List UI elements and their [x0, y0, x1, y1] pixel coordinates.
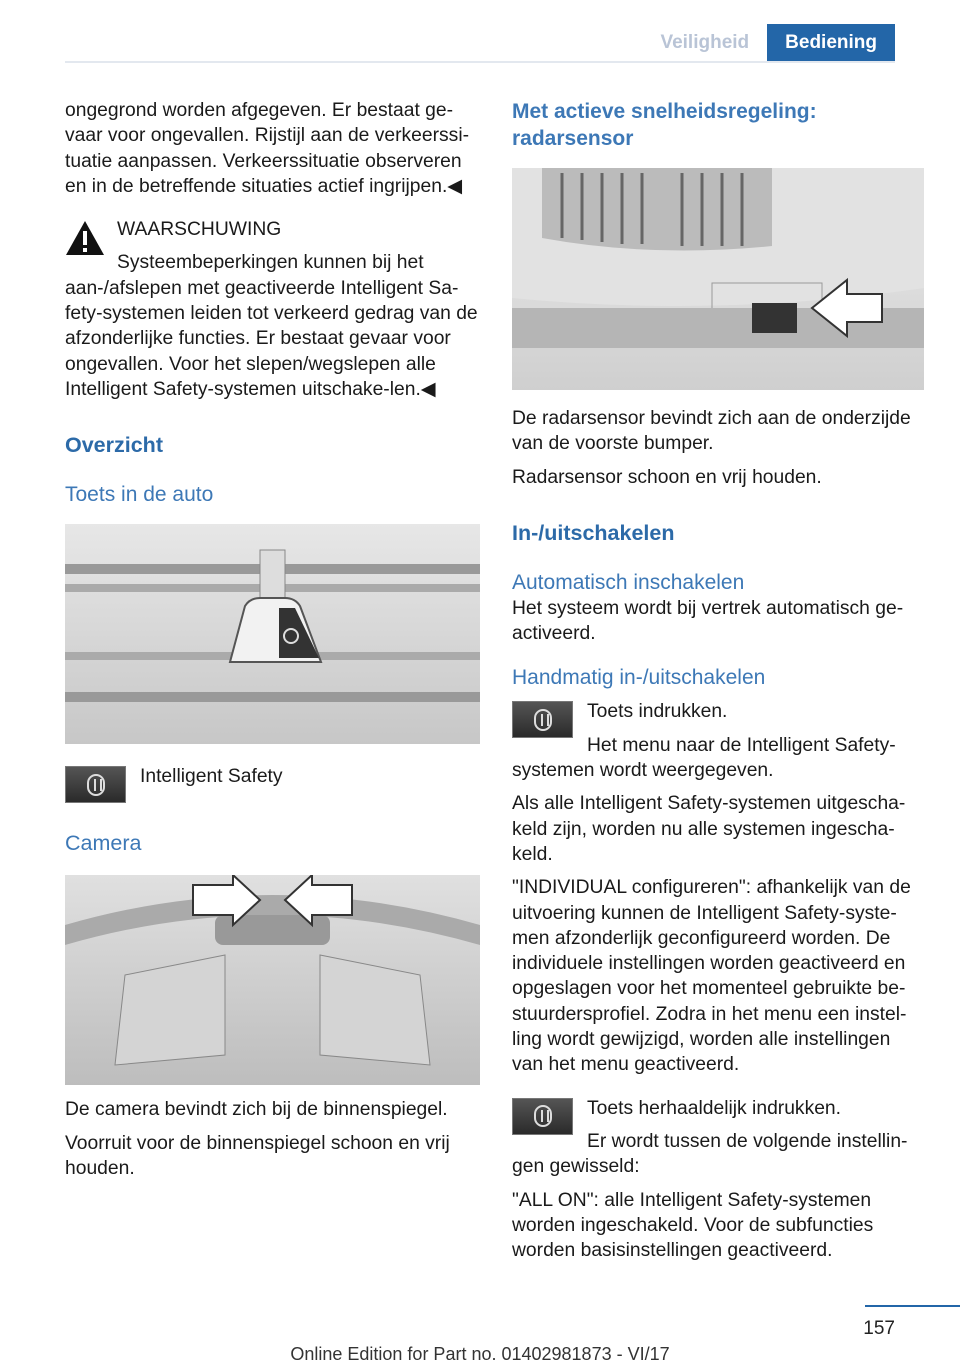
heading-in-uitschakelen: In-/uitschakelen — [512, 520, 675, 545]
warning-text: Systeembeperkingen kunnen bij het aan-/afslepen met geactiveerde Intelligent Sa-fety-systemen leiden tot verkeerd gedrag van de afzonderlijke functies. Er bestaat gevaar voor ongevallen. Voor het slepen/wegslepen alle Intelligent Safety-systemen uitschake-len.◀ — [65, 252, 478, 400]
interior-illustration — [65, 875, 480, 1085]
warning-block — [65, 217, 480, 402]
radar-photo — [512, 168, 924, 390]
heading-toets: Toets in de auto — [65, 483, 214, 507]
individual-config-text: "INDIVIDUAL configureren": afhankelijk van de uitvoering kunnen de Intelligent Safety-syste-men afzonderlijk geconfigureerd worden. De individuele instellingen worden geactiveerd en opgeslagen voor het momenteel gebruikte be-stuurdersprofiel. Zodra in het menu een instel-ling wordt gewijzigd, worden alle instellingen van het menu geactiveerd. — [512, 877, 911, 1076]
intelligent-safety-button-icon — [65, 766, 126, 803]
tab-veiligheid[interactable]: Veiligheid — [642, 24, 767, 61]
header-tabs — [642, 24, 895, 61]
warning-triangle-icon — [65, 219, 105, 257]
press-button-text: Toets indrukken. — [587, 701, 728, 723]
intelligent-safety-button-icon — [512, 701, 573, 738]
right-column — [512, 98, 924, 1263]
bumper-illustration — [512, 168, 924, 390]
manual-toggle-block — [512, 699, 924, 783]
repeat-press-text: Toets herhaaldelijk indrukken. — [587, 1097, 842, 1119]
radar-location-text: De radarsensor bevindt zich aan de onderzijde van de voorste bumper. — [512, 408, 911, 455]
header-rule — [65, 61, 895, 63]
camera-clean-text: Voorruit voor de binnenspiegel schoon en vrij houden. — [65, 1132, 450, 1179]
all-off-text: Als alle Intelligent Safety-systemen uitgescha-keld zijn, worden nu alle systemen ingescha-keld. — [512, 793, 906, 865]
heading-handmatig: Handmatig in-/uitschakelen — [512, 666, 766, 690]
camera-location-text: De camera bevindt zich bij de binnenspiegel. — [65, 1099, 448, 1121]
intelligent-safety-key — [65, 764, 480, 808]
camera-photo — [65, 875, 480, 1085]
intelligent-safety-button-icon — [512, 1098, 573, 1135]
heading-overzicht: Overzicht — [65, 433, 163, 458]
radar-clean-text: Radarsensor schoon en vrij houden. — [512, 466, 822, 488]
menu-shown-text-line: Het menu naar de Intelligent Safety-systemen wordt weergegeven. — [512, 734, 896, 782]
intro-paragraph: ongegrond worden afgegeven. Er bestaat ge-vaar voor ongevallen. Rijstijl aan de verkeerssi-tuatie aanpassen. Verkeerssituatie observeren en in de betreffende situaties actief ingrijpen.◀ — [65, 100, 470, 197]
repeat-press-block — [512, 1096, 924, 1180]
button-photo — [65, 524, 480, 744]
intelligent-safety-label: Intelligent Safety — [140, 766, 283, 788]
page-number: 157 — [863, 1318, 895, 1339]
warning-title: WAARSCHUWING — [117, 219, 282, 241]
heading-automatisch: Automatisch inschakelen — [512, 570, 745, 594]
heading-radar: Met actieve snelheidsregeling: radarsensor — [512, 100, 817, 150]
left-column — [65, 98, 480, 1181]
all-on-text: "ALL ON": alle Intelligent Safety-systemen worden ingeschakeld. Voor de subfuncties worden basisinstellingen geactiveerd. — [512, 1189, 874, 1262]
tab-bediening[interactable]: Bediening — [767, 24, 895, 61]
footer-rule — [865, 1305, 960, 1307]
auto-text: Het systeem wordt bij vertrek automatisch ge-activeerd. — [512, 597, 904, 645]
switch-settings-text: Er wordt tussen de volgende instellin-gen gewisseld: — [512, 1130, 908, 1178]
heading-camera: Camera — [65, 831, 142, 856]
edition-footer: Online Edition for Part no. 01402981873 - VI/17 — [290, 1344, 670, 1364]
dashboard-illustration — [65, 524, 480, 744]
